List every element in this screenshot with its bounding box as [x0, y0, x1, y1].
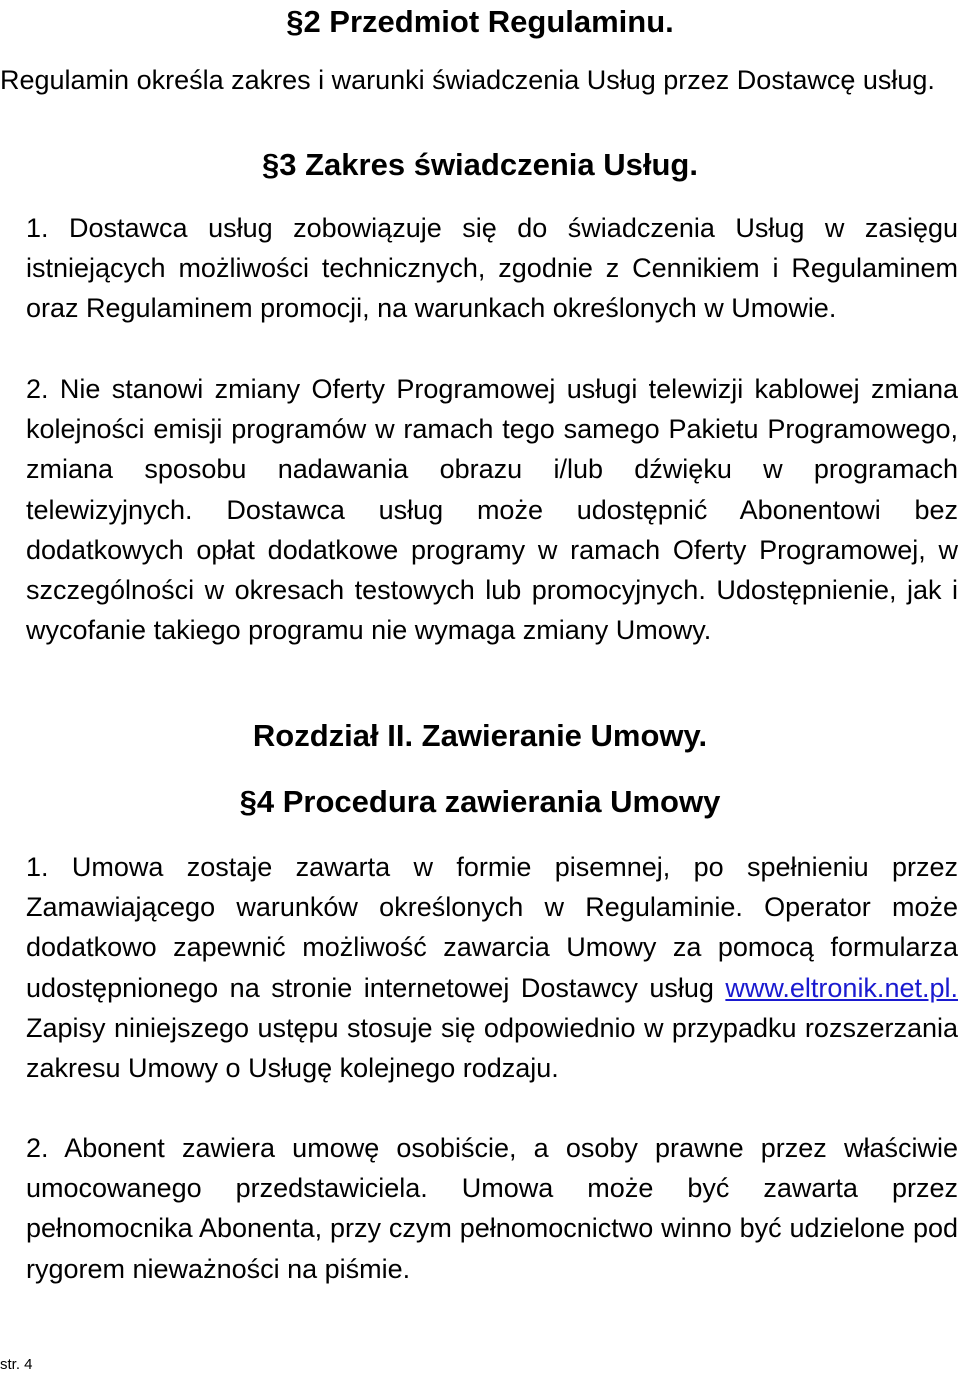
section-2-heading: §2 Przedmiot Regulaminu.	[286, 4, 674, 39]
section-4-paragraph-1-text-b: Zapisy niniejszego ustępu stosuje się odpowiednio w przypadku rozszerzania zakresu Umowy o Usługę kolejnego rodzaju.	[26, 1012, 958, 1084]
section-3-paragraph-1: 1. Dostawca usług zobowiązuje się do świadczenia Usług w zasięgu istniejących możliwości technicznych, zgodnie z Cennikiem i Regulaminem oraz Regulaminem promocji, na warunkach określonych w Umowie.	[26, 213, 958, 324]
page-number: str. 4	[0, 1356, 33, 1373]
eltronik-website-link[interactable]: www.eltronik.net.pl.	[725, 972, 958, 1003]
section-2-text: Regulamin określa zakres i warunki świadczenia Usług przez Dostawcę usług.	[0, 65, 935, 95]
section-4-paragraph-1	[26, 847, 958, 1088]
section-4-paragraph-2: 2. Abonent zawiera umowę osobiście, a osoby prawne przez właściwie umocowanego przedstawiciela. Umowa może być zawarta przez pełnomocnika Abonenta, przy czym pełnomocnictwo winno być udzielone pod rygorem nieważności na piśmie.	[26, 1133, 958, 1284]
section-4-heading: §4 Procedura zawierania Umowy	[239, 784, 721, 819]
chapter-2-heading: Rozdział II. Zawieranie Umowy.	[252, 718, 708, 753]
section-3-paragraph-2: 2. Nie stanowi zmiany Oferty Programowej usługi telewizji kablowej zmiana kolejności emisji programów w ramach tego samego Pakietu Programowego, zmiana sposobu nadawania obrazu i/lub dźwięku w programach telewizyjnych. Dostawca usług może udostępnić Abonentowi bez dodatkowych opłat dodatkowe programy w ramach Oferty Programowej, w szczególności w okresach testowych lub promocyjnych. Udostępnienie, jak i wycofanie takiego programu nie wymaga zmiany Umowy.	[26, 374, 958, 646]
section-3-heading: §3 Zakres świadczenia Usług.	[262, 147, 698, 182]
section-4-paragraph-1-text-a: 1. Umowa zostaje zawarta w formie pisemnej, po spełnieniu przez Zamawiającego warunków określonych w Regulaminie. Operator może dodatkowo zapewnić możliwość zawarcia Umowy za pomocą formularza udostępnionego na stronie internetowej Dostawcy usług	[26, 852, 958, 1003]
